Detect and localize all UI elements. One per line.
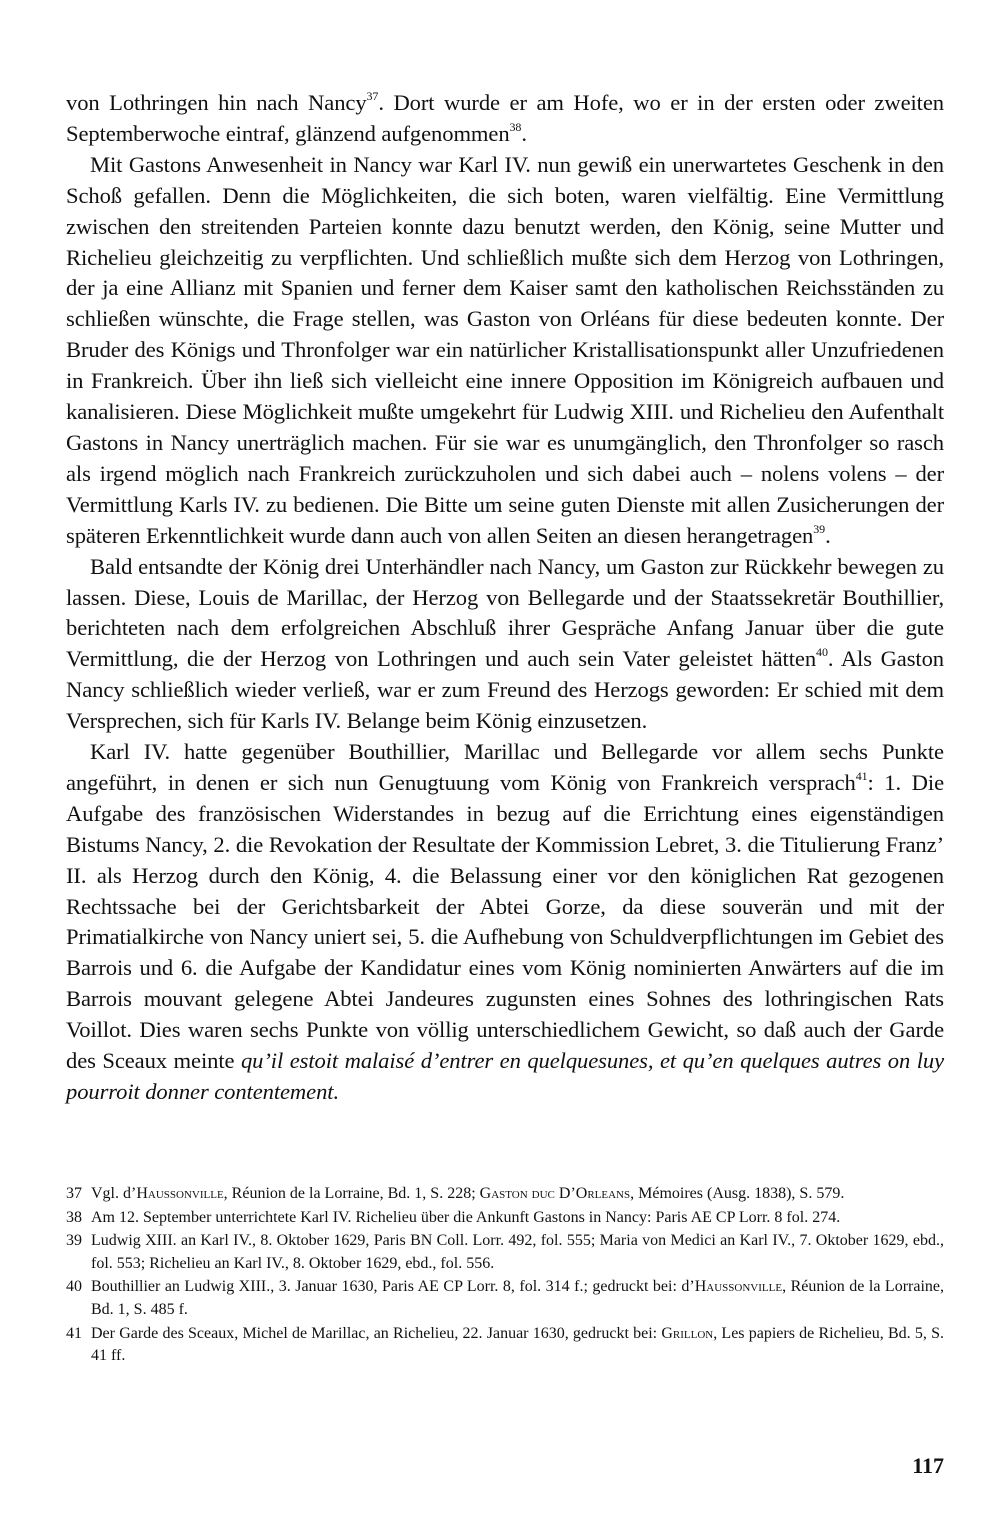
text-run: Am 12. September unterrichtete Karl IV. Richelieu über die Ankunft Gastons in Nancy: Paris AE CP Lorr. 8 fol. 274. (91, 1208, 841, 1226)
footnote (66, 1183, 944, 1206)
footnote (66, 1230, 944, 1275)
footnote-reference: 38 (509, 119, 522, 134)
main-text (66, 88, 944, 1108)
author-name: Haussonville (694, 1278, 783, 1296)
text-run: Karl IV. hatte gegenüber Bouthillier, Marillac und Bellegarde vor allem sechs Punkte angeführt, in denen er sich nun Genugtuung vom König von Frankreich versprach (66, 739, 944, 795)
footnotes (66, 1183, 944, 1369)
footnote-number: 41 (66, 1324, 82, 1342)
text-run: Vgl. d’ (91, 1185, 137, 1202)
footnote-number: 40 (66, 1278, 82, 1296)
text-run: . Dort wurde er am Hofe, wo er in der ersten oder zweiten Septemberwoche eintraf, glänzend aufgenommen (66, 90, 944, 146)
footnote (66, 1276, 944, 1321)
footnote-reference: 40 (816, 645, 828, 660)
footnote-reference: 39 (813, 521, 826, 536)
text-run: von Lothringen hin nach Nancy (66, 90, 367, 115)
text-run: , Réunion de la Lorraine, Bd. 1, S. 228; (223, 1185, 480, 1202)
footnote (66, 1323, 944, 1368)
text-run: . (521, 120, 527, 146)
footnote-number: 38 (66, 1208, 82, 1226)
footnote (66, 1207, 944, 1230)
paragraph (66, 150, 944, 552)
book-page (66, 88, 944, 1508)
text-run: Bouthillier an Ludwig XIII., 3. Januar 1630, Paris AE CP Lorr. 8, fol. 314 f.; gedruckt bei: d’ (91, 1278, 695, 1296)
page-number: 117 (912, 1453, 944, 1478)
footnote-reference: 37 (366, 89, 379, 103)
author-name: Grillon (661, 1324, 714, 1342)
text-run: : 1. Die Aufgabe des französischen Widerstandes in bezug auf die Errichtung eines eigenständigen Bistums Nancy, 2. die Revokation der Resultate der Kommission Lebret, 3. die Titulierung Franz’ II. als Herzog durch den König, 4. die Belassung einer vor den königlichen Rat gezogenen Rechtssache bei der Gerichtsbarkeit der Abtei Gorze, da diese souverän und mit der Primatialkirche von Nancy uniert sei, 5. die Aufhebung von Schuldverpflichtungen im Gebiet des Barrois und 6. die Aufgabe der Kandidatur eines vom König nominierten Anwärters auf die im Barrois mouvant gelegene Abtei Jandeures zugunsten eines Sohnes des lothringischen Rats Voillot. Dies waren sechs Punkte von völlig unterschiedlichem Gewicht, so daß auch der Garde des Sceaux meinte (66, 769, 944, 1074)
text-run: . Als Gaston Nancy schließlich wieder verließ, war er zum Freund des Herzogs geworden: Er schied mit dem Versprechen, sich für Karls IV. Belange beim König einzusetzen. (66, 646, 944, 734)
paragraph (66, 552, 944, 737)
text-run: Bald entsandte der König drei Unterhändler nach Nancy, um Gaston zur Rückkehr bewegen zu lassen. Diese, Louis de Marillac, der Herzog von Bellegarde und der Staatssekretär Bouthillier, berichteten nach dem erfolgreichen Abschluß ihrer Gespräche Anfang Januar über die gute Vermittlung, die der Herzog von Lothringen und auch sein Vater geleistet hätten (66, 553, 944, 672)
footnote-reference: 41 (855, 768, 868, 783)
text-run: , Mémoires (Ausg. 1838), S. 579. (630, 1185, 845, 1202)
text-run: Der Garde des Sceaux, Michel de Marillac, an Richelieu, 22. Januar 1630, gedruckt bei: (91, 1324, 662, 1342)
text-run: Mit Gastons Anwesenheit in Nancy war Karl IV. nun gewiß ein unerwartetes Geschenk in den Schoß gefallen. Denn die Möglichkeiten, die sich boten, waren vielfältig. Eine Vermittlung zwischen den streitenden Parteien konnte dazu benutzt werden, den König, seine Mutter und Richelieu gleichzeitig zu verpflichten. Und schließlich mußte sich dem Herzog von Lothringen, der ja eine Allianz mit Spanien und ferner dem Kaiser samt den katholischen Reichsständen zu schließen wünschte, die Frage stellen, was Gaston von Orléans für diese bedeuten konnte. Der Bruder des Königs und Thronfolger war ein natürlicher Kristallisationspunkt aller Unzufriedenen in Frankreich. Über ihn ließ sich vielleicht eine innere Opposition im Königreich aufbauen und kanalisieren. Diese Möglichkeit mußte umgekehrt für Ludwig XIII. und Richelieu den Aufenthalt Gastons in Nancy unerträglich machen. Für sie war es unumgänglich, den Thronfolger so rasch als irgend möglich nach Frankreich zurückzuholen und sich dabei auch – nolens volens – der Vermittlung Karls IV. zu bedienen. Die Bitte um seine guten Dienste mit allen Zusicherungen der späteren Erkenntlichkeit wurde dann auch von allen Seiten an diesen herangetragen (66, 151, 944, 548)
italic-quote: qu’il estoit malaisé d’entrer en quelquesunes, et qu’en quelques autres on luy pourroit donner contentement. (66, 1048, 944, 1104)
text-run: , Les papiers de Richelieu, Bd. 5, S. 41 ff. (91, 1324, 944, 1365)
text-run: . (825, 522, 831, 548)
paragraph (66, 88, 944, 150)
author-name: Haussonville (136, 1185, 224, 1202)
paragraph (66, 737, 944, 1108)
author-name: Gaston duc D’Orleans (479, 1185, 631, 1202)
text-run: , Réunion de la Lorraine, Bd. 1, S. 485 f. (91, 1278, 945, 1318)
text-run: Ludwig XIII. an Karl IV., 8. Oktober 1629, Paris BN Coll. Lorr. 492, fol. 555; Maria von Medici an Karl IV., 7. Oktober 1629, ebd., fol. 553; Richelieu an Karl IV., 8. Oktober 1629, ebd., fol. 556. (91, 1232, 944, 1272)
footnote-number: 37 (66, 1185, 82, 1202)
footnote-number: 39 (66, 1232, 82, 1250)
